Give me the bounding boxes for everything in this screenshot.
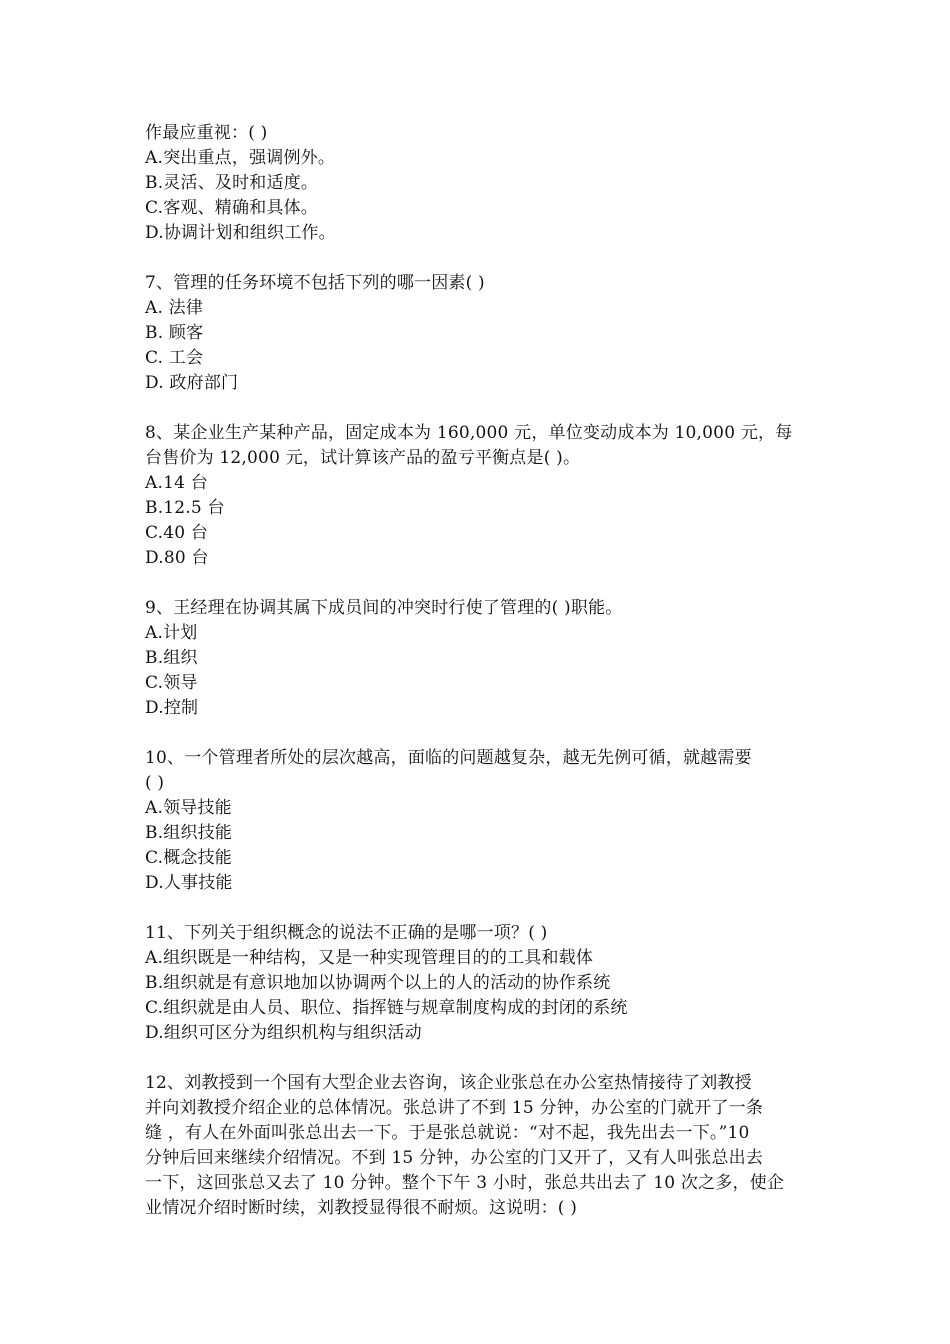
question-12-stem-line-3: 缝 ，有人在外面叫张总出去一下。于是张总就说：“对不起，我先出去一下。”10 bbox=[145, 1123, 750, 1143]
question-10-option-d: D.人事技能 bbox=[145, 873, 233, 893]
question-11-option-b: B.组织就是有意识地加以协调两个以上的人的活动的协作系统 bbox=[145, 973, 611, 993]
question-12-stem-line-5: 一下，这回张总又去了 10 分钟。整个下午 3 小时，张总共出去了 10 次之多，使企 bbox=[145, 1173, 785, 1193]
spacer bbox=[145, 396, 810, 421]
question-12-stem-line-6: 业情况介绍时断时续，刘教授显得很不耐烦。这说明：( ) bbox=[145, 1198, 578, 1218]
spacer bbox=[145, 721, 810, 746]
question-7-option-b: B. 顾客 bbox=[145, 323, 204, 343]
spacer bbox=[145, 246, 810, 271]
spacer bbox=[145, 571, 810, 596]
question-12-stem-line-2: 并向刘教授介绍企业的总体情况。张总讲了不到 15 分钟，办公室的门就开了一条 bbox=[145, 1098, 764, 1118]
question-8-stem-line-1: 8、某企业生产某种产品，固定成本为 160,000 元，单位变动成本为 10,000 元，每 bbox=[145, 423, 793, 443]
question-10-option-c: C.概念技能 bbox=[145, 848, 233, 868]
question-8-option-c: C.40 台 bbox=[145, 523, 209, 543]
question-11-option-c: C.组织就是由人员、职位、指挥链与规章制度构成的封闭的系统 bbox=[145, 998, 628, 1018]
question-10-option-b: B.组织技能 bbox=[145, 823, 233, 843]
question-11-option-d: D.组织可区分为组织机构与组织活动 bbox=[145, 1023, 422, 1043]
spacer bbox=[145, 896, 810, 921]
question-12-stem-line-4: 分钟后回来继续介绍情况。不到 15 分钟，办公室的门又开了，又有人叫张总出去 bbox=[145, 1148, 764, 1168]
question-8-option-a: A.14 台 bbox=[145, 473, 208, 493]
question-7-option-c: C. 工会 bbox=[145, 348, 204, 368]
question-8-option-d: D.80 台 bbox=[145, 548, 209, 568]
question-6-option-d: D.协调计划和组织工作。 bbox=[145, 223, 336, 243]
question-8-option-b: B.12.5 台 bbox=[145, 498, 225, 518]
question-9-stem: 9、王经理在协调其属下成员间的冲突时行使了管理的( )职能。 bbox=[145, 598, 623, 618]
question-10-option-a: A.领导技能 bbox=[145, 798, 232, 818]
question-6-option-b: B.灵活、及时和适度。 bbox=[145, 173, 319, 193]
question-10-stem-line-2: ( ) bbox=[145, 773, 165, 793]
question-6-option-c: C.客观、精确和具体。 bbox=[145, 198, 319, 218]
question-11-stem: 11、下列关于组织概念的说法不正确的是哪一项？( ) bbox=[145, 923, 548, 943]
question-8-stem-line-2: 台售价为 12,000 元，试计算该产品的盈亏平衡点是( )。 bbox=[145, 448, 581, 468]
question-9-option-c: C.领导 bbox=[145, 673, 198, 693]
question-list bbox=[145, 121, 810, 1221]
question-6-option-a: A.突出重点，强调例外。 bbox=[145, 148, 336, 168]
question-6-stem-tail: 作最应重视：( ) bbox=[145, 123, 268, 143]
question-11-option-a: A.组织既是一种结构，又是一种实现管理目的的工具和载体 bbox=[145, 948, 594, 968]
question-7-option-d: D. 政府部门 bbox=[145, 373, 239, 393]
question-7-stem: 7、管理的任务环境不包括下列的哪一因素( ) bbox=[145, 273, 485, 293]
question-7-option-a: A. 法律 bbox=[145, 298, 204, 318]
question-10-stem-line-1: 10、一个管理者所处的层次越高，面临的问题越复杂，越无先例可循，就越需要 bbox=[145, 748, 752, 768]
question-9-option-d: D.控制 bbox=[145, 698, 199, 718]
spacer bbox=[145, 1046, 810, 1071]
question-12-stem-line-1: 12、刘教授到一个国有大型企业去咨询，该企业张总在办公室热情接待了刘教授 bbox=[145, 1073, 752, 1093]
question-9-option-a: A.计划 bbox=[145, 623, 198, 643]
question-9-option-b: B.组织 bbox=[145, 648, 198, 668]
